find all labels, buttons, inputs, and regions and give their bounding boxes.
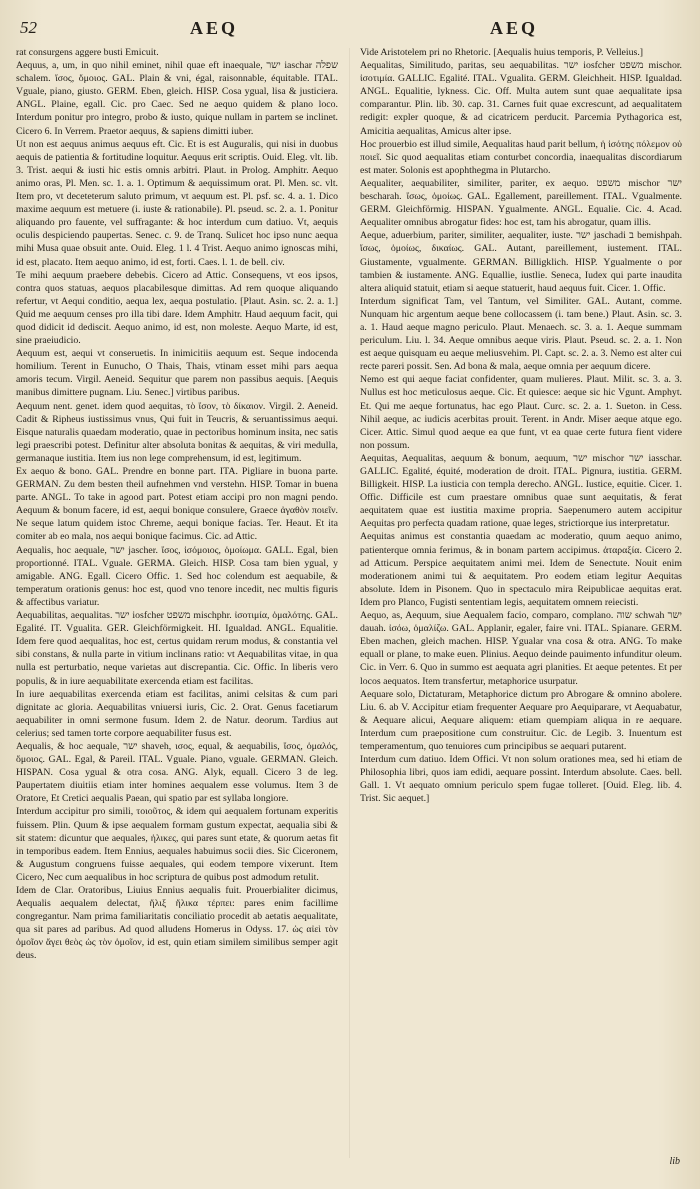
- entry-paragraph: Aequus, a, um, in quo nihil eminet, nihil quae eft inaequale, ישר iaschar שפלה schalem. ἴσος, ὅμοιος. GAL. Plain & vni, égal, raisonnable, équitable. ITAL. Vguale, piano, giusto. GERM. Eben, gleich. HISP. Cosa ygual, lisa & justiciera. ANGL. Plaine, egall. Cic. pro Caec. Sed ne aequo quidem & plano loco. Interdum ponitur pro integro, probo & iusto, quique nullam in partem se inclinet. Cicero 6. In Verrem. Praetor aequus, & sapiens dimitti iuber.: [16, 60, 338, 137]
- right-column: [360, 46, 682, 1166]
- entry-paragraph: Aequalis, & hoc aequale, ישר shaveh, ισος, equal, & aequabilis, ἴσος, ὁμαλός, ὅμοιος. GAL. Egal, & Pareil. ITAL. Vguale. Piano, vguale. GERMAN. Gleich. HISPAN. Cosa ygual & otra cosa. ANG. Alyk, equall. Cicero 3 de leg. Paupertatem diuitiis etiam inter homines aequalem esse volumus. Item 3 de Oratore, Et Cretici aequalis Paean, qui spatio par est syllaba longiore.: [16, 740, 338, 805]
- left-column: [16, 46, 338, 1166]
- column-divider: [349, 48, 350, 1158]
- entry-paragraph: Ex aequo & bono. GAL. Prendre en bonne part. ITA. Pigliare in buona parte. GERMAN. Zu dem besten theil aufnehmen vnd verstehn. HISP. Tomar in buena parte. ANGL. To take in agood part. Potest etiam accipi pro non magni pendo. Aequum & bonum facere, id est, aequi bonique consulere, Graece ἀγαθὸν ποιεῖν. Ne seque latum quidem istoc Chreme, aequi bonique facias. Ter. Heaut. Et ita comiter ab eo mala, nos aequi bonique facimus. Cic. ad Attic.: [16, 466, 338, 543]
- page-header: [0, 18, 700, 44]
- entry-paragraph: Hoc prouerbio est illud simile, Aequalitas haud parit bellum, ἡ ἰσότης πόλεμον οὐ ποιεῖ. Sic quod aequalitas etiam conturbet concordia, inaequalitas discordiarum est mater. Solonis est apophthegma in Plutarcho.: [360, 138, 682, 176]
- entry-paragraph: Aequitas animus est constantia quaedam ac moderatio, quum aequo animo, patienterque omnia ferimus, & in bonam partem accipimus. ἀταραξία. Cicero 2. ad Atticum. Perspice aequitatem animi mei. Idem de Senectute. Nouit enim moderationem animi tui & aequitatem. Pro eodem etiam legitur Aequitas absolute. Idem in Pisonem. Quo in spectaculo mira Reipublicae aequitas erat. Idem pro Planco, Fugisti sententiam legis, aequitatem omnem reiecisti.: [360, 531, 682, 608]
- entry-paragraph: Interdum accipitur pro simili, τοιοῦτος, & idem qui aequalem fortunam experitis fuissem. Plin. Quum & ipse aequalem formam gustum expectat, aequalia sibi & sit statem: dicuntur que aequales, ἡλικες, qui pares sunt etate, & quorum aetas fit in temporibus eadem. Item Ennius, aequales habuimus socii dies. Sic Ciceronem, & Augustum congruens fuisse aequales, qui eodem tempore vixerunt. Item Cicero, Nec cum aequalibus in hoc scriptura de quibus post admodum retulit.: [16, 806, 338, 883]
- entry-paragraph: rat consurgens aggere busti Emicuit.: [16, 47, 159, 58]
- entry-paragraph: Aequabilitas, aequalitas. ישר iosfcher משפט mischphr. ἰσοτιμία, ὁμαλότης. GAL. Egalité. IT. Vgualita. GER. Gleichförmigkeit. HI. Igualdad. ANGL. Equalitie. Idem fere quod aequalitas, hoc est, certus quidam rerum modus, & constantia vel sibi constans, & nulla parte in vitium inclinans ratio: vt Aequabilitas vitae, in qua nulla est perturbatio, neque varietas aut discrepantia. Cic. Offic. In liberis vero populis, & in iure aequabilitate exercenda etiam est facilitas.: [16, 610, 338, 687]
- entry-paragraph: Interdum cum datiuo. Idem Offici. Vt non solum orationes mea, sed hi etiam de Philosophia libri, quos iam edidi, aequare possint. Interdum absolute. Caes. bell. Gall. 1. Vt aequato omnium periculo spem fugae tolleret. [Ouid. Eleg. lib. 4. Trist. Sic aequet.]: [360, 754, 682, 805]
- entry-paragraph: Aequum nent. genet. idem quod aequitas, τὸ ἴσον, τὸ δίκαιον. Virgil. 2. Aeneid. Cadit & Ripheus iustissimus vnus, Qui fuit in Teucris, & seruantissimus aequi. Eisque naturalis quaedam moderatio, quae in pectoribus hominum insita, nec satis legi praescribi potest. Definitur alter absoluta bonitas & aequitas, & viri medulla, germanaque iustitia. Item ius non lege comprehensum, id est, legitimum.: [16, 400, 338, 464]
- entry-paragraph: Te mihi aequum praebere debebis. Cicero ad Attic. Consequens, vt eos ipsos, contra quos statuas, aequos placabilesque dimittas. Ad rem quoque aliquando refertur, vt Aequi conditio, aequa lex, aequa postulatio. [Plaut. Asin. sc. 2. a. 1.] Quid me aequum censes pro illa tibi dare. Idem Amphitr. Haud aequum facit, qui quod didicit id dediscit. Aequo animo, id est, non moleste. Aequo Marte, id est, sine praeiudicio.: [16, 269, 338, 347]
- entry-paragraph: Idem de Clar. Oratoribus, Liuius Ennius aequalis fuit. Prouerbialiter dicimus, Aequalis aequalem delectat, ἥλιξ ἥλικα τέρπει: pares enim facillime congregantur. Nam prima familiaritatis conciliatio procedit ab aetatis aequalitate, qua sit pares ad paribus. Ad quod alludens Homerus in Odyss. 17. ὡς αἰεὶ τὸν ὁμοῖον ἄγει θεὸς ὡς τὸν ὁμοῖον, id est, quin etiam similem similibus semper agit deus.: [16, 885, 338, 962]
- entry-paragraph: Aeque, aduerbium, pariter, similiter, aequaliter, iuste. ישר jaschadi ב bemishpah. ἴσως, ὁμοίως, δικαίως. GAL. Autant, pareillement, iustement. ITAL. Giustamente, vgualmente. GERMAN. Billigklich. HISP. Ygualmente o por tambien & iustamente. ANG. Equallie, iustlie. Seneca, Iudex qui parte inaudita altera aliquid statuit, etiam si aeque statuerit, haud aequus fuit. Cicer. 1. Offic.: [360, 230, 682, 294]
- entry-paragraph: Aequitas, Aequalitas, aequum & bonum, aequum, ישר mischor ישר iasschar. GALLIC. Egalité, équité, moderation de droit. ITAL. Pignura, iustitia. GERM. Billigkeit. HISP. La iusticia con templa derecho. ANGL. Iustice, equitie. Cicer. 1. Offic. Difficile est cum praestare omnibus quae sunt aequitatis, & ferat aequitatem quae est iustitia maxime propria. Saepenumero autem accipitur Aequitas pro perfecta quadam ratione, quae leges, strictiorque ius interpretatur.: [360, 452, 682, 530]
- entry-paragraph: Aequaliter, aequabiliter, similiter, pariter, ex aequo. משפט mischor ישר bescharah. ἴσως, ὁμοίως. GAL. Egallement, pareillement. ITAL. Vgualmente. GERM. Gleichförmig. HISPAN. Ygualmente. ANGL. Equalie. Cic. 4. Acad. Aequaliter omnibus abrogatur fides: hoc est, tam his abrogatur, quam illis.: [360, 177, 682, 229]
- page-number: 52: [20, 18, 37, 37]
- entry-paragraph: Ut non est aequus animus aequus eft. Cic. Et is est Auguralis, qui nisi in duobus aequis de patientia & fortitudine loquitur. Aequus erit scriptis. Ouid. Eleg. vlt. lib. 3. Trist. aequi & iusti hic estis omnis arbitri. Plaut. in Prolog. Amphitr. Aequo animo oras, Pl. Men. sc. 1. a. 1. Optimum & aequissimum orat. Pl. Men. sc. vlt. Item pro, vt deceteterum saluto primum, vt aequum est. Pl. psf. sc. 4. a. 1. Dico maxime aequum est metuere (i. iuste & rationabile). Pl. pseud. sc. 2. a. 1. Ponitur aliquando pro fauente, vel suffragante: & hoc interdum cum datiuo. Vt, aequis oculis despiciendo paupertas. Senec. c. 9. de Tranq. Sulicet hoc ipso nunc aequa mihi Musa quae obsuit ante. Ouid. Eleg. 1 l. 4 Trist. Aequo animo ignoscas mihi, id est, placato. Item aequo animo, id est, forti. Caes. l. 1. de bell. civ.: [16, 138, 338, 268]
- entry-paragraph: Aequum est, aequi vt conseruetis. In inimicitiis aequum est. Seque indocenda homilium. Terent in Eunucho, O Thais, Thais, vtinam esset mihi pars aequa amoris tecum. Virgil. Aeneid. Sequitur que parem non passibus aequis. [Aequis manibus dimittere pugnam. Liu. Senec.] virtibus paribus.: [16, 348, 338, 399]
- running-head-right: AEQ: [490, 18, 539, 38]
- entry-paragraph: Interdum significat Tam, vel Tantum, vel Similiter. GAL. Autant, comme. Nunquam hic argentum aeque bene collocassem (i. tam bene.) Plaut. Asin. sc. 3. a. 1. Haud aeque magno periculo. Plaut. Menaech. sc. 3. a. 1. Aeque summam periculum. Liu. l. 34. Aeque omnibus aeque viris. Plaut. Pseud. sc. 2. a. 1. Non est aeque quisquam eu aeque meliusvehim. Pl. Capt. sc. 2. a. 3. Nemo est alter cui recte pareri possit. Sen. Ad bona & mala, aeque omnia per aequum dicere.: [360, 295, 682, 373]
- catchword: lib: [669, 1156, 680, 1167]
- entry-paragraph: Aequare solo, Dictaturam, Metaphorice dictum pro Abrogare & omnino abolere. Liu. 6. ab V. Accipitur etiam frequenter Aequare pro Aequiparare, vt Aequabatur, & Aequare alicui, Aequare aliquem: etiam quempiam aliqua in re aequare. Interdum cum praepositione cum construitur. Cic. de Legib. 3. Inuentum est temperamentum, quo tenuiores cum principibus se aequari putarent.: [360, 688, 682, 752]
- entry-paragraph: Aequo, as, Aequum, siue Aequalem facio, comparo, complano. שוה schwah ישר dauah. ἰσόω, ὁμαλίζω. GAL. Applanir, egaler, faire vni. ITAL. Spianare. GERM. Eben machen, gleich machen. HISP. Ygualar vna cosa & otra. ANG. To make equall or plane, to make euen. Plinius. Aequo deinde pauimento infunditur oleum. Cic. in Verr. 6. Quo in summo est aequata agri planities. Et aeque petentes. Et per locos aequatos. Item transfertur, metaphorice usurpatur.: [360, 610, 682, 687]
- running-head-left: AEQ: [190, 18, 239, 38]
- entry-paragraph: Vide Aristotelem pri no Rhetoric. [Aequalis huius temporis, P. Velleius.]: [360, 47, 644, 58]
- entry-paragraph: In iure aequabilitas exercenda etiam est facilitas, animi celsitas & cum pari dignitate ac gloria. Aequabilitas vniuersi iuris, Cic. 2. Orat. Genus facetiarum aequabiliter in omni sermone fusum. Idem 2. de Natur. deorum. Tardius aut celerius; sed tamen torte corpore aequabiliter fusus est.: [16, 688, 338, 739]
- entry-paragraph: Aequalis, hoc aequale, ישר jascher. ἴσος, ἰσόμοιος, ὁμοίωμα. GALL. Egal, bien proportionné. ITAL. Vguale. GERMA. Gleich. HISP. Cosa tam bien ygual, y amigable. ANG. Egall. Cicero Offic. 1. Sed hoc colendum est aequabile, & temperatum orationis genus: hoc est, quod vno tenore incedit, nec multis figuris & affectibus variatur.: [16, 544, 338, 608]
- entry-paragraph: Aequalitas, Similitudo, paritas, seu aequabilitas. ישר iosfcher משפט mischor. ἰσοτιμία. GALLIC. Egalité. ITAL. Vgualita. GERM. Gleichheit. HISP. Igualdad. ANGL. Equalitie, lykness. Cic. Off. Multa autem sunt quae aequalitate ipsa comparantur. Plin. lib. 30. cap. 31. Carnes fuit quae excrescunt, ad aequalitatem redigit: expler quoque, & ad cicatricem perducit. Parcemia Pythagorica est, Amicitia aequalitas, Amicus alter ipse.: [360, 60, 682, 137]
- entry-paragraph: Nemo est qui aeque faciat confidenter, quam mulieres. Plaut. Milit. sc. 3. a. 3. Nullus est hoc meticulosus aeque. Cic. Et quiesce: aeque sic hic Vgunt. Amphyt. Et. Qui me aeque fortunatus, hac ego Plaut. Curc. sc. 2. a. 1. Sueton. in Cess. Nihil aeque, ac iudicis acerbitas prouit. Terent. in Andr. Miser aeque atque ego. Cicer. Attic. Simul quod aeque ea que funt, vt ea quae certe futura fient videre non possum.: [360, 374, 682, 451]
